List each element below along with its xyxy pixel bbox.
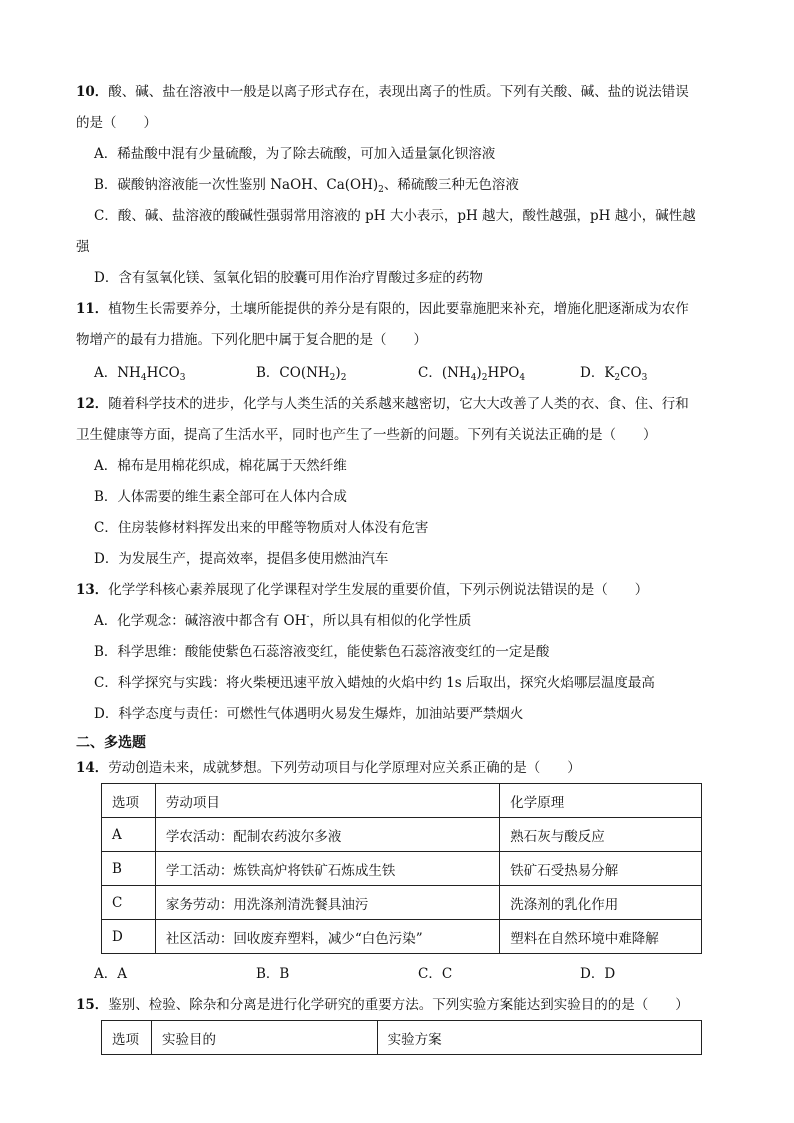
table-cell: 塑料在自然环境中难降解 — [500, 920, 702, 954]
table-cell: 社区活动：回收废弃塑料，减少“白色污染” — [155, 920, 499, 954]
q14-option-b: B．B — [256, 966, 290, 982]
q15-stem-line1: 15．鉴别、检验、除杂和分离是进行化学研究的重要方法。下列实验方案能达到实验目的的是（ ） — [76, 997, 689, 1013]
q13-option-b: B．科学思维：酸能使紫色石蕊溶液变红，能使紫色石蕊溶液变红的一定是酸 — [94, 644, 550, 660]
table-row — [102, 852, 702, 886]
q10-option-c-line1: C．酸、碱、盐溶液的酸碱性强弱常用溶液的 pH 大小表示，pH 越大，酸性越强，pH 越小，碱性越 — [94, 208, 696, 224]
q15-table — [101, 1020, 702, 1055]
table-cell: 洗涤剂的乳化作用 — [500, 886, 702, 920]
q14-stem-line1: 14．劳动创造未来，成就梦想。下列劳动项目与化学原理对应关系正确的是（ ） — [76, 760, 581, 776]
q13-stem-line1: 13．化学学科核心素养展现了化学课程对学生发展的重要价值，下列示例说法错误的是（ ） — [76, 582, 649, 598]
q11-option-c: C．$(NH_4)_2HPO_4$ — [418, 365, 526, 383]
q11-number: 11． — [76, 301, 109, 317]
q12-option-c: C．住房装修材料挥发出来的甲醛等物质对人体没有危害 — [94, 520, 429, 536]
q10-option-b: B．碳酸钠溶液能一次性鉴别 NaOH、$Ca(OH)_2$、稀硫酸三种无色溶液 — [94, 177, 519, 195]
table-header-cell: 选项 — [102, 784, 156, 818]
table-header-row — [102, 1021, 702, 1055]
q11-option-a: A．$NH_4HCO_3$ — [94, 365, 186, 383]
table-row — [102, 886, 702, 920]
q12-stem-line2: 卫生健康等方面，提高了生活水平，同时也产生了一些新的问题。下列有关说法正确的是（ ） — [76, 427, 657, 443]
section-heading: 二、多选题 — [76, 735, 146, 751]
q12-option-b: B．人体需要的维生素全部可在人体内合成 — [94, 489, 347, 505]
q10-number: 10． — [76, 84, 109, 100]
q10-stem-text: 酸、碱、盐在溶液中一般是以离子形式存在，表现出离子的性质。下列有关酸、碱、盐的说法错误 — [108, 84, 689, 100]
q12-number: 12． — [76, 396, 109, 412]
q13-number: 13． — [76, 582, 109, 598]
q11-option-d: D．$K_2CO_3$ — [580, 365, 648, 383]
table-cell: B — [102, 852, 156, 886]
table-row — [102, 818, 702, 852]
table-cell: 家务劳动：用洗涤剂清洗餐具油污 — [155, 886, 499, 920]
table-cell: 学农活动：配制农药波尔多液 — [155, 818, 499, 852]
table-cell: C — [102, 886, 156, 920]
table-header-cell: 选项 — [102, 1021, 152, 1055]
q14-table — [101, 783, 702, 954]
table-cell: 熟石灰与酸反应 — [500, 818, 702, 852]
q10-option-d: D．含有氢氧化镁、氢氧化铝的胶囊可用作治疗胃酸过多症的药物 — [94, 270, 483, 286]
q14-option-c: C．C — [418, 966, 453, 982]
q12-option-a: A．棉布是用棉花织成，棉花属于天然纤维 — [94, 458, 347, 474]
q13-option-d: D．科学态度与责任：可燃性气体遇明火易发生爆炸，加油站要严禁烟火 — [94, 706, 524, 722]
q10-option-c-line2: 强 — [76, 239, 90, 255]
table-cell: A — [102, 818, 156, 852]
table-header-cell: 化学原理 — [500, 784, 702, 818]
table-header-cell: 实验方案 — [377, 1021, 701, 1055]
q10-stem-line2: 的是（ ） — [76, 115, 157, 131]
q10-stem-line1 — [76, 83, 689, 101]
q10-option-a: A．稀盐酸中混有少量硫酸，为了除去硫酸，可加入适量氯化钡溶液 — [94, 146, 496, 162]
q11-option-b: B．$CO(NH_2)_2$ — [256, 365, 347, 383]
q12-option-d: D．为发展生产，提高效率，提倡多使用燃油汽车 — [94, 551, 389, 567]
q11-stem-line1: 11．植物生长需要养分，土壤所能提供的养分是有限的，因此要靠施肥来补充，增施化肥逐渐成为农作 — [76, 301, 689, 317]
q13-option-a: A．化学观念：碱溶液中都含有 OH-，所以具有相似的化学性质 — [94, 612, 472, 629]
q15-number: 15． — [76, 997, 109, 1013]
table-header-cell: 实验目的 — [151, 1021, 377, 1055]
q14-option-d: D．D — [580, 966, 616, 982]
q11-stem-line2: 物增产的最有力措施。下列化肥中属于复合肥的是（ ） — [76, 332, 427, 348]
table-cell: 学工活动：炼铁高炉将铁矿石炼成生铁 — [155, 852, 499, 886]
q13-option-c: C．科学探究与实践：将火柴梗迅速平放入蜡烛的火焰中约 1s 后取出，探究火焰哪层温度最高 — [94, 675, 655, 691]
table-cell: D — [102, 920, 156, 954]
q14-option-a: A．A — [94, 966, 127, 982]
table-row — [102, 920, 702, 954]
table-header-cell: 劳动项目 — [155, 784, 499, 818]
table-header-row — [102, 784, 702, 818]
table-cell: 铁矿石受热易分解 — [500, 852, 702, 886]
q14-number: 14． — [76, 760, 109, 776]
q12-stem-line1: 12．随着科学技术的进步，化学与人类生活的关系越来越密切，它大大改善了人类的衣、食、住、行和 — [76, 396, 689, 412]
